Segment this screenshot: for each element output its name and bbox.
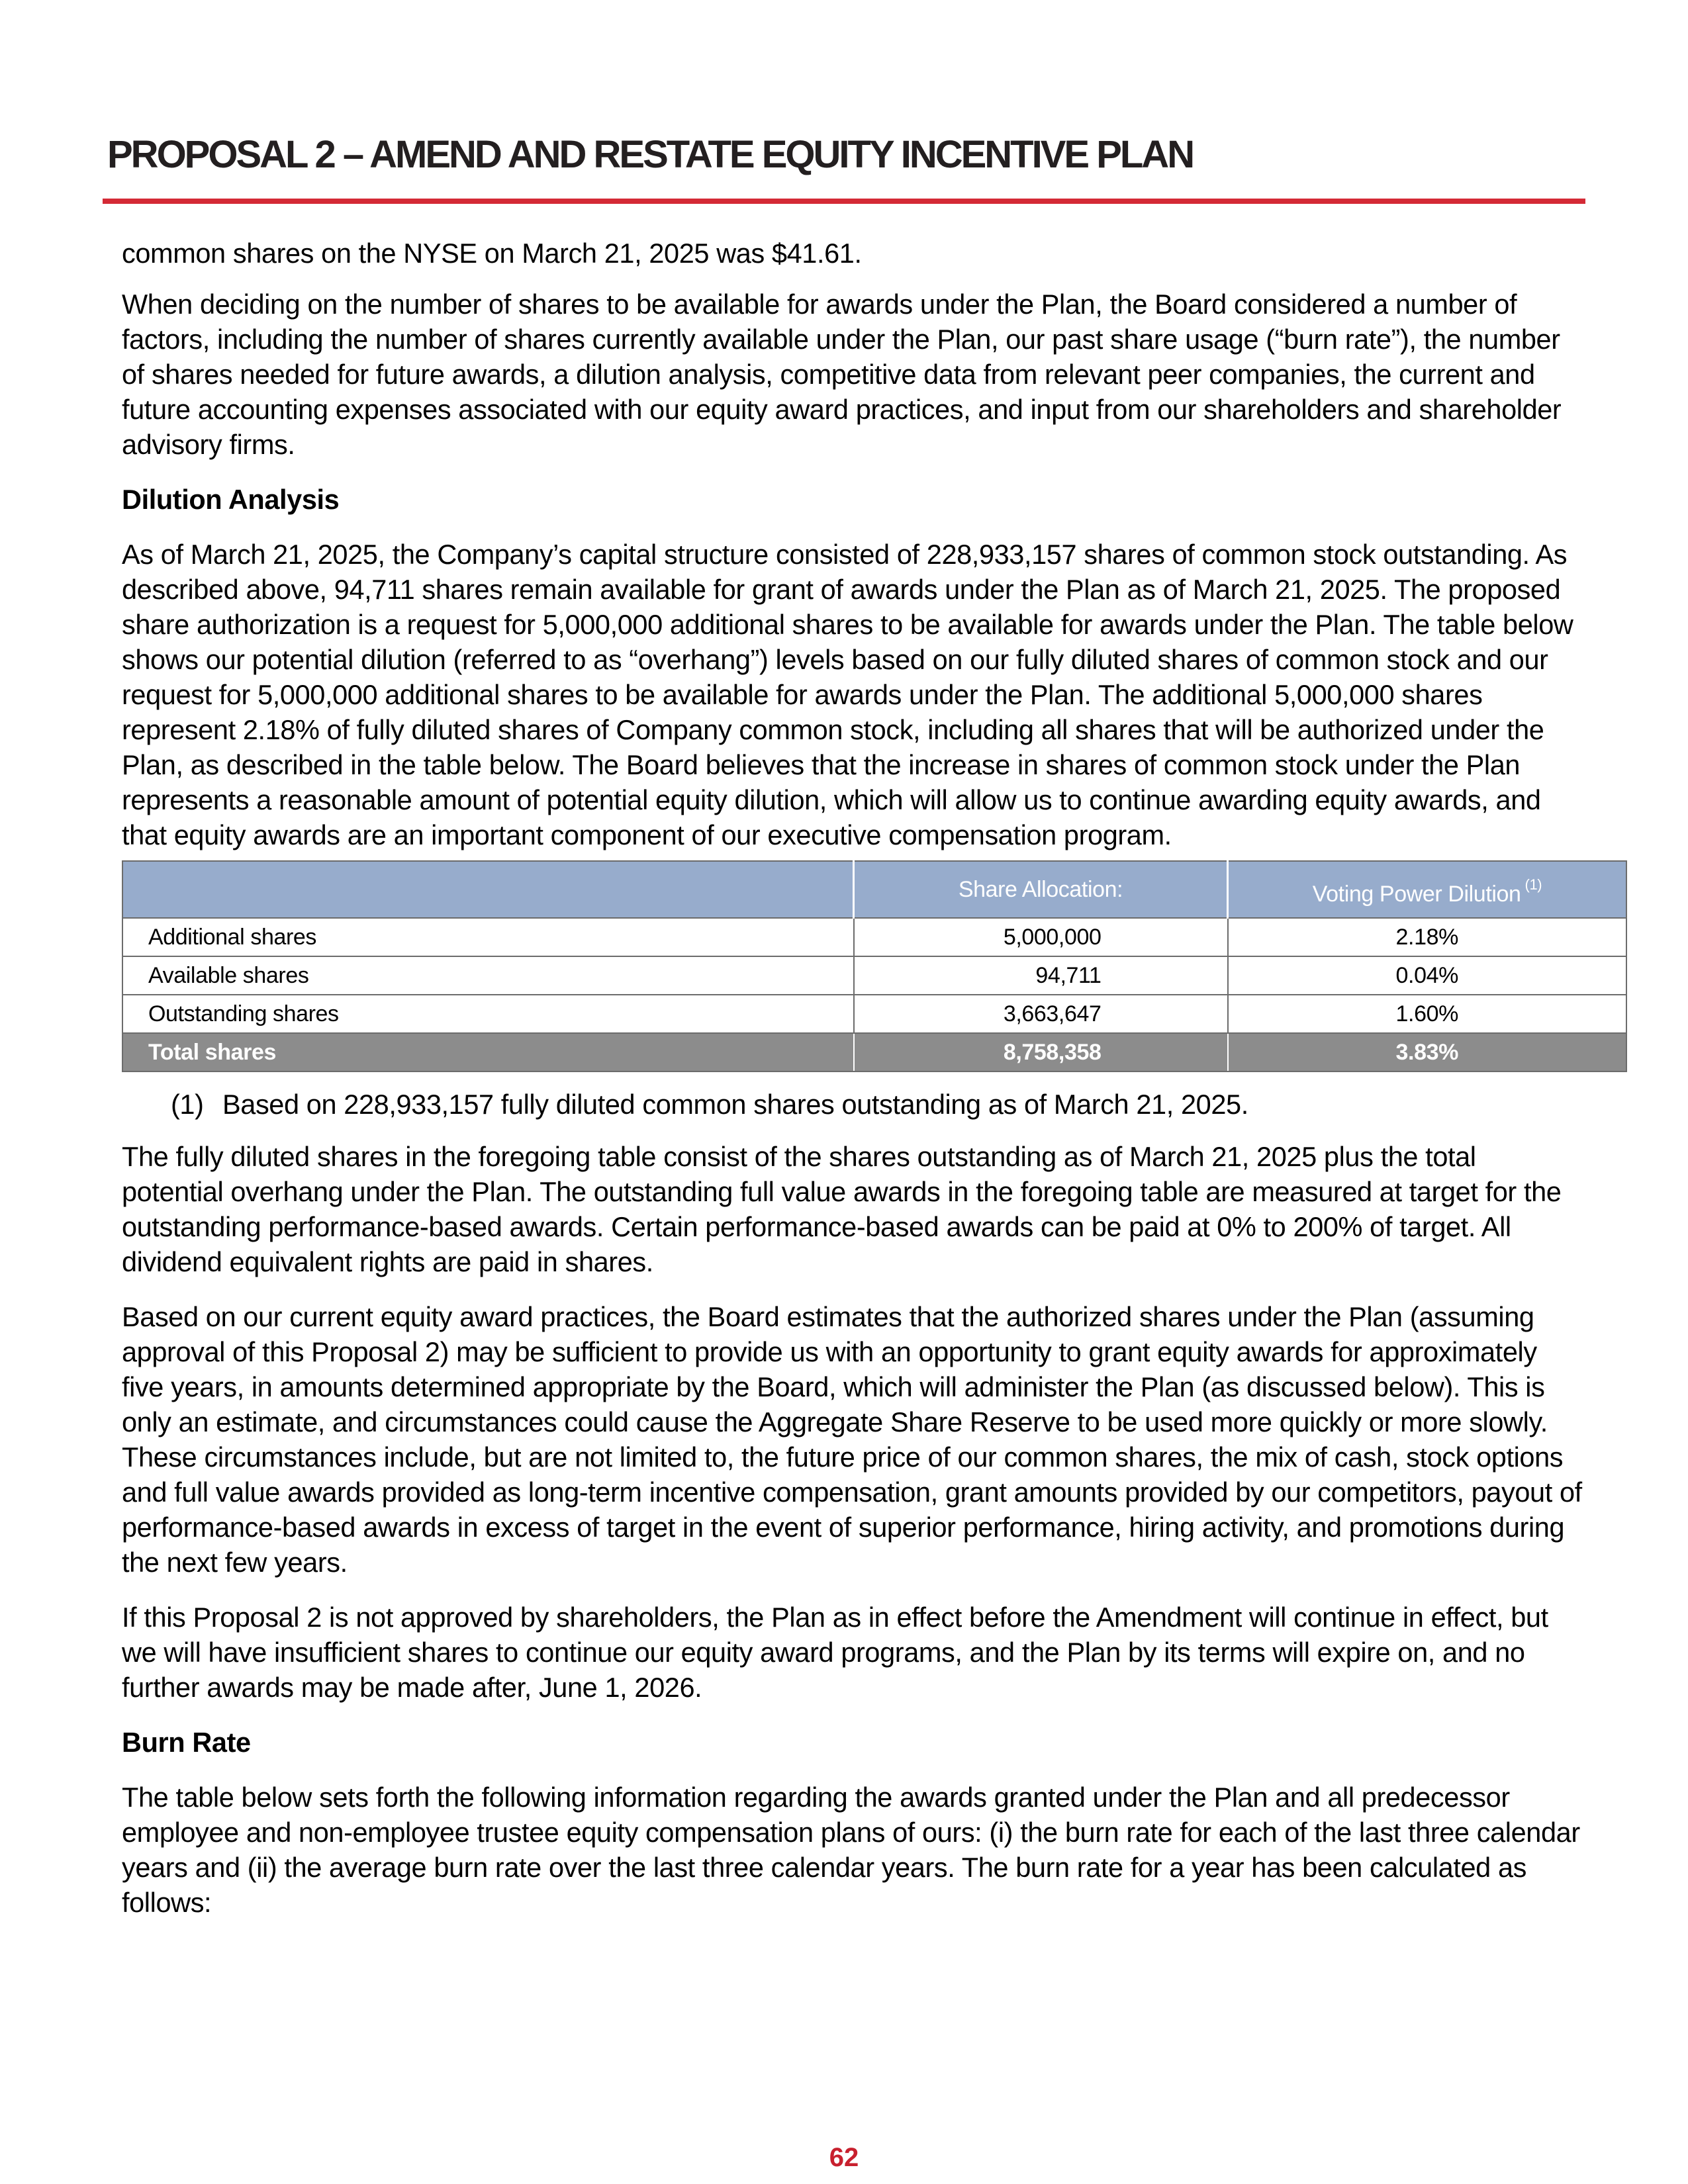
total-label: Total shares (122, 1033, 854, 1071)
dilution-table-header-allocation: Share Allocation: (854, 861, 1228, 918)
dilution-table-total-row (122, 1033, 1626, 1071)
row-allocation: 5,000,000 (854, 918, 1228, 956)
footnote-number: (1) (171, 1089, 204, 1120)
row-allocation: 3,663,647 (854, 995, 1228, 1033)
header-divider (103, 199, 1585, 204)
table-row (122, 918, 1626, 956)
dilution-table-header-dilution (1228, 861, 1627, 918)
row-allocation: 94,711 (854, 956, 1228, 995)
row-dilution: 0.04% (1228, 956, 1627, 995)
table-row (122, 995, 1626, 1033)
section-heading-dilution-analysis: Dilution Analysis (122, 484, 340, 515)
row-dilution: 1.60% (1228, 995, 1627, 1033)
paragraph-fully-diluted-shares: The fully diluted shares in the foregoing table consist of the shares outstanding as of March 21, 2025 plus the total potential overhang under the Plan. The outstanding full value awards in the foregoing table are measured at target for the outstanding performance-based awards. Certain performance-based awards can be paid at 0% to 200% of target. All dividend equivalent rights are paid in shares. (122, 1141, 1562, 1277)
row-label: Available shares (122, 956, 854, 995)
dilution-table-header-row (122, 861, 1626, 918)
page-header-title: PROPOSAL 2 – AMEND AND RESTATE EQUITY INCENTIVE PLAN (107, 133, 1194, 176)
paragraph-burn-rate: The table below sets forth the following information regarding the awards granted under the Plan and all predecessor employee and non-employee trustee equity compensation plans of ours: (i) the burn rate for each of the last three calendar years and (ii) the average burn rate over the last three calendar years. The burn rate for a year has been calculated as follows: (122, 1782, 1580, 1918)
dilution-table (122, 860, 1627, 1072)
paragraph-dilution-analysis: As of March 21, 2025, the Company’s capital structure consisted of 228,933,157 shares of common stock outstanding. As described above, 94,711 shares remain available for grant of awards under the Plan as of March 21, 2025. The proposed share authorization is a request for 5,000,000 additional shares to be available for awards under the Plan. The table below shows our potential dilution (referred to as “overhang”) levels based on our fully diluted shares of common stock and our request for 5,000,000 additional shares to be available for awards under the Plan. The additional 5,000,000 shares represent 2.18% of fully diluted shares of Company common stock, including all shares that will be authorized under the Plan, as described in the table below. The Board believes that the increase in shares of common stock under the Plan represents a reasonable amount of potential equity dilution, which will allow us to continue awarding equity awards, and that equity awards are an important component of our executive compensation program. (122, 539, 1573, 850)
total-dilution: 3.83% (1228, 1033, 1627, 1071)
row-label: Additional shares (122, 918, 854, 956)
table-footnote (122, 1087, 1585, 1122)
dilution-header-label: Voting Power Dilution (1312, 882, 1521, 907)
dilution-table-header-blank (122, 861, 854, 918)
paragraph-plan-duration-estimate: Based on our current equity award practices, the Board estimates that the authorized shares under the Plan (assuming approval of this Proposal 2) may be sufficient to provide us with an opportunity to grant equity awards for approximately five years, in amounts determined appropriate by the Board, which will administer the Plan (as discussed below). This is only an estimate, and circumstances could cause the Aggregate Share Reserve to be used more quickly or more slowly. These circumstances include, but are not limited to, the future price of our common shares, the mix of cash, stock options and full value awards provided as long-term incentive compensation, grant amounts provided by our competitors, payout of performance-based awards in excess of target in the event of superior performance, hiring activity, and promotions during the next few years. (122, 1301, 1582, 1578)
table-row (122, 956, 1626, 995)
dilution-header-footnote-marker: (1) (1524, 876, 1542, 893)
row-label: Outstanding shares (122, 995, 854, 1033)
total-allocation: 8,758,358 (854, 1033, 1228, 1071)
footnote-text: Based on 228,933,157 fully diluted common shares outstanding as of March 21, 2025. (222, 1089, 1248, 1120)
page-body (122, 236, 1585, 1940)
row-dilution: 2.18% (1228, 918, 1627, 956)
paragraph-share-price: common shares on the NYSE on March 21, 2025 was $41.61. (122, 238, 862, 269)
page-number: 62 (829, 2143, 859, 2172)
paragraph-board-considerations: When deciding on the number of shares to be available for awards under the Plan, the Board considered a number of factors, including the number of shares currently available under the Plan, our past share usage (“burn rate”), the number of shares needed for future awards, a dilution analysis, competitive data from relevant peer companies, the current and future accounting expenses associated with our equity award practices, and input from our shareholders and shareholder advisory firms. (122, 289, 1562, 460)
paragraph-if-not-approved: If this Proposal 2 is not approved by shareholders, the Plan as in effect before the Amendment will continue in effect, but we will have insufficient shares to continue our equity award programs, and the Plan by its terms will expire on, and no further awards may be made after, June 1, 2026. (122, 1602, 1548, 1703)
section-heading-burn-rate: Burn Rate (122, 1727, 251, 1758)
